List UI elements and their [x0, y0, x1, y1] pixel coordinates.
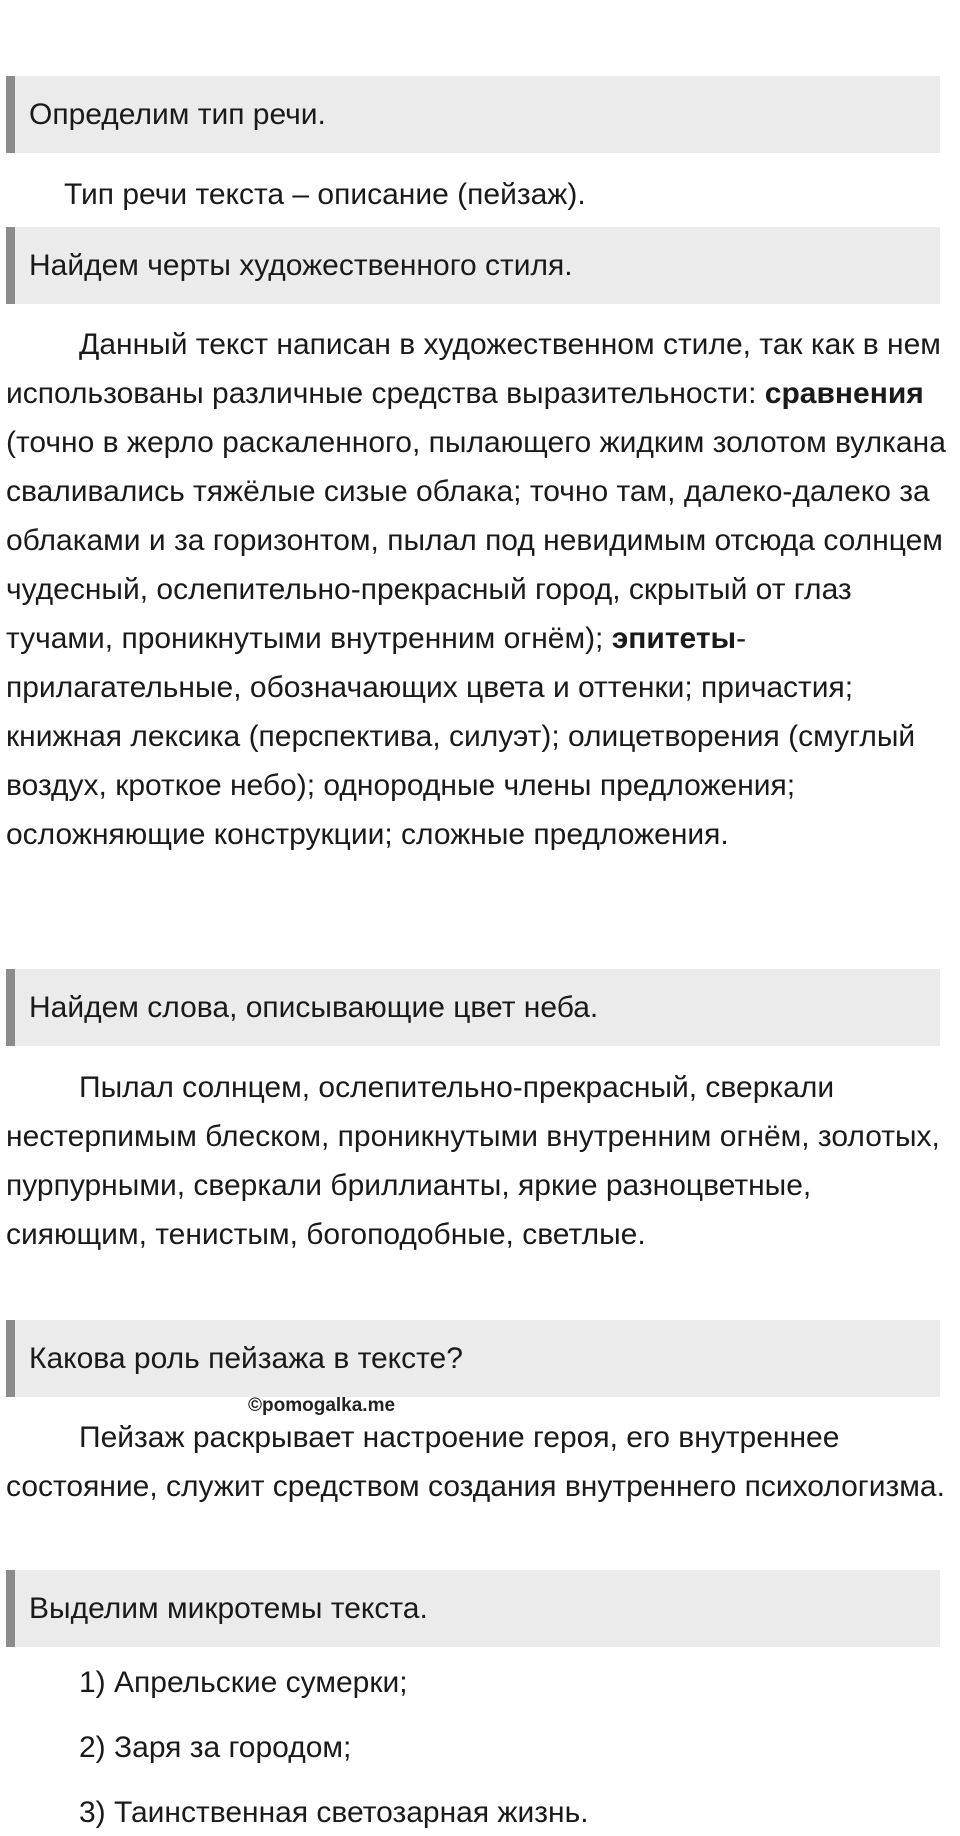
section-heading-art-style: [6, 227, 940, 304]
heading-text: Выделим микротемы текста.: [29, 1591, 428, 1625]
microtheme-item: 2) Заря за городом;: [79, 1731, 352, 1764]
section-heading-speech-type: Определим тип речи.: [6, 76, 940, 153]
sky-colors-text: Пылал солнцем, ослепительно-прекрасный, сверкали нестерпимым блеском, проникнутыми внутренним огнём, золотых, пурпурными, сверкали бриллианты, яркие разноцветные, сияющим, тенистым, богоподобные, светлые.: [6, 1071, 940, 1251]
section-heading-microthemes: [6, 1570, 940, 1647]
landscape-role-paragraph: [6, 1413, 950, 1511]
microtheme-item: 1) Апрельские сумерки;: [79, 1666, 408, 1699]
art-style-bold-epithets: эпитеты: [611, 622, 737, 655]
art-style-paragraph: [6, 320, 950, 859]
heading-text: Найдем слова, описывающие цвет неба.: [29, 990, 599, 1024]
art-style-text-2: (точно в жерло раскаленного, пылающего жидким золотом вулкана сваливались тяжёлые сизые облака; точно там, далеко-далеко за облаками и за горизонтом, пылал под невидимым отсюда солнцем чудесный, ослепительно-прекрасный город, скрытый от глаз тучами, проникнутыми внутренним огнём);: [6, 426, 946, 655]
watermark: ©pomogalka.me: [248, 1395, 396, 1416]
art-style-text-3: -прилагательные, обозначающих цвета и оттенки; причастия; книжная лексика (перспектива, силуэт); олицетворения (смуглый воздух, кроткое небо); однородные члены предложения; осложняющие конструкции; сложные предложения.: [6, 622, 916, 851]
sky-colors-paragraph: [6, 1063, 950, 1259]
speech-type-text: Тип речи текста – описание (пейзаж).: [64, 178, 586, 211]
art-style-bold-comparisons: сравнения: [764, 377, 924, 410]
landscape-role-text: Пейзаж раскрывает настроение героя, его внутреннее состояние, служит средством создания внутреннего психологизма.: [6, 1421, 945, 1503]
section-heading-landscape-role: [6, 1320, 940, 1397]
heading-text: Найдем черты художественного стиля.: [29, 248, 573, 282]
art-style-text-1: Данный текст написан в художественном стиле, так как в нем использованы различные средства выразительности:: [6, 328, 941, 410]
microtheme-item: 3) Таинственная светозарная жизнь.: [79, 1796, 589, 1829]
heading-text: Какова роль пейзажа в тексте?: [29, 1341, 463, 1375]
section-heading-sky-colors: [6, 969, 940, 1046]
